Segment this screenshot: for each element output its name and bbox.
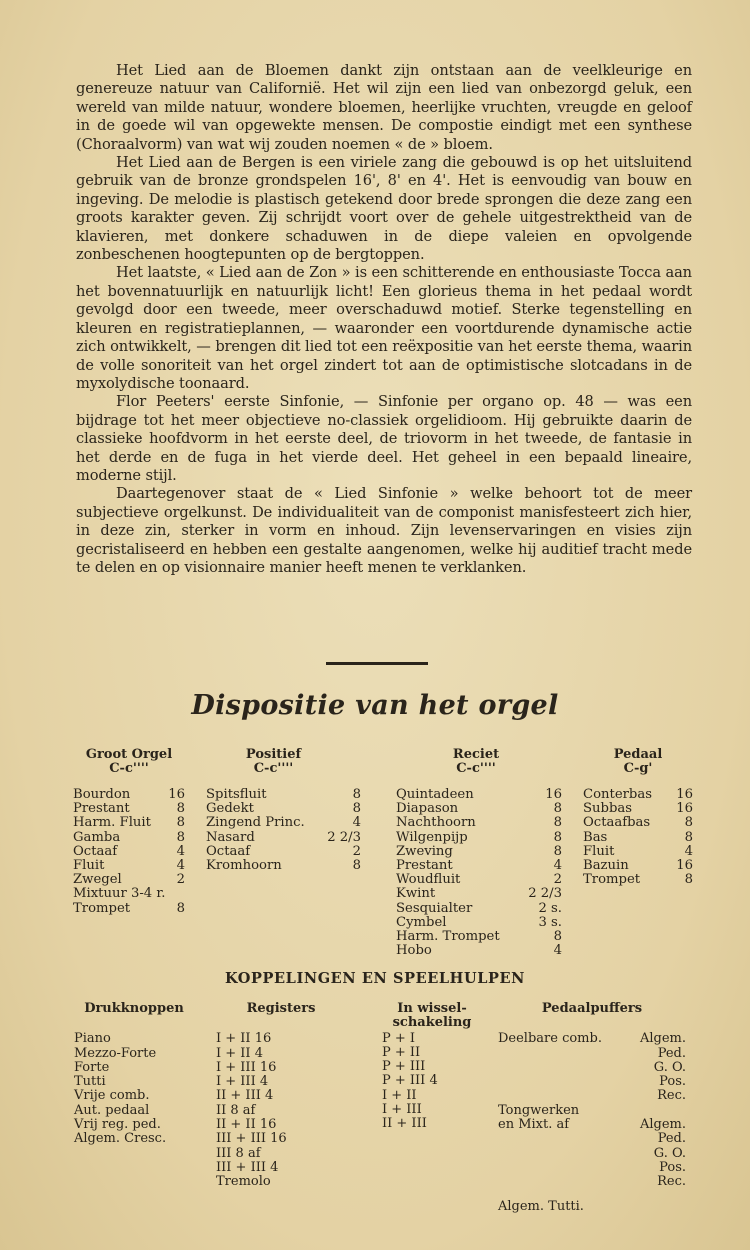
stop-row — [206, 859, 361, 873]
puffer-label: en Mixt. af — [498, 1117, 570, 1133]
stop-footage: 2 — [553, 872, 562, 888]
wissel-item: P + III 4 — [382, 1073, 438, 1089]
puffer-row — [498, 1147, 686, 1161]
stop-name: Bourdon — [73, 787, 131, 802]
manual-pedaal — [583, 748, 693, 887]
drukknoppen-header: Drukknoppen — [84, 1001, 184, 1016]
stop-footage: 8 — [553, 815, 562, 831]
stop-name: Kwint — [396, 886, 436, 902]
wisselschakeling-column — [382, 1002, 482, 1132]
stop-name: Zwegel — [73, 872, 122, 888]
stop-footage: 4 — [553, 943, 562, 959]
stop-row — [73, 887, 185, 901]
stop-name: Trompet — [583, 872, 641, 888]
drukknop-item: Vrije comb. — [74, 1088, 150, 1104]
stop-row — [396, 845, 562, 859]
drukknop-item: Forte — [74, 1059, 110, 1075]
paragraph-bloemen: Het Lied aan de Bloemen dankt zijn ontstaan aan de veelkleurige en genereuze natuur van Californië. Het wil zijn een lied van onbezorgd geluk, een wereld van milde natuur, wondere bloemen, heerlijke vruchten, vreugde en geloof in de goede wil van opgewekte mensen. De compostie eindigt met een synthese (Choraalvorm) van wat wij zouden noemen « de » bloem. — [76, 62, 692, 153]
puffer-row — [498, 1175, 686, 1189]
stop-row — [396, 930, 562, 944]
paragraph-lied-sinfonie: Daartegenover staat de « Lied Sinfonie » welke behoort tot de meer subjectieve orgelkunst. De individualiteit van de componist manisfesteert zich hier, in deze zin, sterker in vorm en inhoud. Zijn levenservaringen en visies zijn gecristaliseerd en hebben een gestalte aangenomen, welke hij auditief tracht mede te delen en op visionnaire manier heeft menen te verklanken. — [76, 485, 692, 576]
stop-row — [73, 902, 185, 916]
stop-name: Octaaf — [73, 843, 118, 859]
stop-name: Nachthoorn — [396, 815, 476, 831]
stop-name: Spitsfluit — [206, 787, 267, 802]
stop-name: Kromhoorn — [206, 858, 282, 874]
wissel-item: P + III — [382, 1059, 426, 1075]
stop-name: Diapason — [396, 801, 459, 817]
stop-name: Hobo — [396, 943, 432, 959]
puffer-label — [498, 1047, 658, 1061]
stop-row — [73, 845, 185, 859]
stop-footage: 2 — [176, 872, 185, 888]
wisselschakeling-header: In wissel-schakeling — [392, 1001, 472, 1030]
register-item: III + III 4 — [216, 1159, 279, 1175]
stop-row — [583, 816, 693, 830]
stop-row — [73, 816, 185, 830]
drukknop-item: Tutti — [74, 1074, 106, 1090]
manual-groot-orgel — [73, 748, 185, 916]
puffer-target: Pos. — [659, 1074, 686, 1090]
pedaalpuffers-header: Pedaalpuffers — [541, 1001, 643, 1016]
registers-column — [216, 1002, 346, 1190]
stop-row — [396, 944, 562, 958]
paragraph-zon: Het laatste, « Lied aan de Zon » is een schitterende en enthousiaste Tocca aan het bovennatuurlijk en natuurlijk licht! Een glorieus thema in het pedaal wordt gevolgd door een tweede, meer overschaduwd motief. Sterke tegenstelling en kleuren en registratieplannen, — waaronder een voortdurende dynamische actie zich ontwikkelt, — brengen dit lied tot een reëxpositie van het eerste thema, waarin de volle sonoriteit van het orgel zindert tot aan de optimistische slotcadans in de myxolydische toonaard. — [76, 264, 692, 392]
stop-row — [396, 887, 562, 901]
stop-row — [583, 859, 693, 873]
drukknop-item: Algem. Cresc. — [74, 1131, 167, 1147]
puffer-target: G. O. — [653, 1145, 686, 1161]
stop-name: Sesquialter — [396, 900, 473, 916]
paragraph-bergen: Het Lied aan de Bergen is een viriele zang die gebouwd is op het uitsluitend gebruik van de bronze grondspelen 16', 8' en 4'. Het is eenvoudig van bouw en ingeving. De melodie is plastisch getekend door brede sprongen die deze zang een groots karakter geven. Zij schrijdt voort over de gehele uitgestrektheid van de klavieren, met donkere schaduwen in de diepe valeien en opvolgende zonbeschenen hoogtepunten op de bergtoppen. — [76, 154, 692, 264]
puffer-row — [498, 1047, 686, 1061]
manual-range: C-c'''' — [253, 761, 294, 776]
stop-name: Bas — [583, 829, 608, 845]
stop-name: Fluit — [583, 843, 615, 859]
puffer-label — [498, 1132, 658, 1146]
register-item: III + III 16 — [216, 1131, 287, 1147]
registers-header: Registers — [246, 1001, 316, 1016]
stop-row — [583, 788, 693, 802]
puffer-label — [498, 1061, 654, 1075]
puffer-row — [498, 1161, 686, 1175]
stop-row — [206, 816, 361, 830]
puffer-label — [498, 1089, 657, 1103]
drukknop-item: Aut. pedaal — [74, 1102, 150, 1118]
manual-reciet — [396, 748, 562, 958]
pedaalpuffers-footer: Algem. Tutti. — [498, 1198, 584, 1214]
koppelingen-title: KOPPELINGEN EN SPEELHULPEN — [224, 970, 526, 987]
stop-name: Nasard — [206, 829, 255, 845]
puffer-target: Algem. — [639, 1117, 686, 1133]
puffer-row — [498, 1075, 686, 1089]
stop-row — [396, 902, 562, 916]
stop-footage: 8 — [352, 787, 361, 802]
puffer-label — [498, 1075, 659, 1089]
puffer-label: Tongwerken — [498, 1102, 580, 1118]
stop-name: Conterbas — [583, 787, 653, 802]
register-item: I + III 16 — [216, 1059, 277, 1075]
puffer-target: Ped. — [657, 1045, 686, 1061]
stop-footage: 8 — [352, 858, 361, 874]
stop-row — [396, 788, 562, 802]
register-item: I + II 16 — [216, 1031, 272, 1047]
stop-row — [396, 831, 562, 845]
stop-row — [73, 859, 185, 873]
stop-footage: 4 — [553, 858, 562, 874]
stop-footage: 8 — [176, 900, 185, 916]
wissel-item: I + II — [382, 1087, 417, 1103]
stop-footage: 2 — [352, 843, 361, 859]
stop-footage: 4 — [176, 858, 185, 874]
stop-footage: 16 — [676, 801, 693, 817]
stop-footage: 16 — [676, 787, 693, 802]
stop-row — [396, 859, 562, 873]
register-item: I + II 4 — [216, 1045, 263, 1061]
puffer-target: Ped. — [657, 1131, 686, 1147]
stop-footage: 2 s. — [538, 900, 562, 916]
register-item: II + II 16 — [216, 1117, 277, 1133]
manual-range: C-g' — [623, 761, 653, 776]
stop-name: Trompet — [73, 900, 131, 916]
puffer-target: Rec. — [657, 1174, 686, 1190]
puffer-row — [498, 1061, 686, 1075]
puffer-row — [498, 1104, 686, 1118]
stop-name: Wilgenpijp — [396, 829, 468, 845]
stop-row — [583, 802, 693, 816]
puffer-target: Algem. — [639, 1031, 686, 1047]
puffer-target: Pos. — [659, 1159, 686, 1175]
stop-footage: 8 — [553, 829, 562, 845]
wissel-item: II + III — [382, 1116, 427, 1132]
stop-row — [206, 802, 361, 816]
register-item: I + III 4 — [216, 1074, 269, 1090]
drukknop-item: Piano — [74, 1031, 111, 1047]
stop-footage: 2 2/3 — [327, 829, 361, 845]
wissel-item: I + III — [382, 1102, 422, 1118]
stop-footage: 16 — [168, 787, 185, 802]
stop-footage: 4 — [176, 843, 185, 859]
manual-range: C-c'''' — [456, 761, 496, 776]
stop-row — [396, 916, 562, 930]
puffer-target: Rec. — [657, 1088, 686, 1104]
stop-row — [73, 802, 185, 816]
manual-name: Groot Orgel — [85, 747, 173, 762]
stop-name: Cymbel — [396, 914, 447, 930]
puffer-label — [498, 1175, 657, 1189]
drukknop-item: Mezzo-Forte — [74, 1045, 157, 1061]
paragraph-eerste-sinfonie: Flor Peeters' eerste Sinfonie, — Sinfonie per organo op. 48 — was een bijdrage tot het meer objectieve no-classiek orgelidioom. Hij gebruikte daarin de classieke hoofdvorm in het eerste deel, de triovorm in het tweede, de fantasie in het derde en de fuga in het vierde deel. Het geheel in een bepaald lineaire, moderne stijl. — [76, 393, 692, 484]
stop-row — [396, 816, 562, 830]
drukknop-item: Vrij reg. ped. — [74, 1117, 161, 1133]
stop-footage: 8 — [176, 815, 185, 831]
stop-name: Quintadeen — [396, 787, 474, 802]
stop-row — [73, 873, 185, 887]
puffer-label — [498, 1147, 654, 1161]
stop-footage: 16 — [545, 787, 562, 802]
puffer-target: G. O. — [653, 1059, 686, 1075]
stop-row — [396, 802, 562, 816]
stop-name: Bazuin — [583, 858, 629, 874]
stop-footage: 16 — [676, 858, 693, 874]
puffer-row — [498, 1089, 686, 1103]
wissel-item: P + I — [382, 1030, 416, 1046]
puffer-row — [498, 1032, 686, 1046]
stop-row — [583, 831, 693, 845]
stop-name: Gamba — [73, 829, 121, 845]
register-item: III 8 af — [216, 1145, 261, 1161]
program-notes — [76, 62, 692, 577]
stop-row — [206, 831, 361, 845]
manual-name: Reciet — [452, 747, 500, 762]
puffer-label: Deelbare comb. — [498, 1031, 602, 1047]
manual-positief — [206, 748, 361, 873]
puffer-label — [498, 1161, 659, 1175]
manual-range: C-c'''' — [109, 761, 149, 776]
stop-footage: 8 — [352, 801, 361, 817]
stop-footage: 8 — [553, 929, 562, 945]
stop-name: Harm. Fluit — [73, 815, 151, 831]
manual-name: Positief — [245, 747, 302, 762]
manual-name: Pedaal — [613, 747, 663, 762]
register-item: Tremolo — [216, 1174, 271, 1190]
stop-row — [206, 845, 361, 859]
section-title: Dispositie van het orgel — [191, 690, 559, 721]
stop-footage: 4 — [684, 843, 693, 859]
stop-footage: 4 — [352, 815, 361, 831]
stop-name: Prestant — [73, 801, 130, 817]
wissel-item: P + II — [382, 1044, 421, 1060]
stop-name: Harm. Trompet — [396, 929, 500, 945]
stop-footage: 8 — [553, 843, 562, 859]
stop-footage: 8 — [684, 829, 693, 845]
stop-row — [396, 873, 562, 887]
stop-footage: 8 — [176, 829, 185, 845]
stop-name: Octaafbas — [583, 815, 651, 831]
stop-name: Mixtuur 3-4 r. — [73, 886, 166, 902]
stop-footage: 8 — [176, 801, 185, 817]
stop-name: Subbas — [583, 801, 633, 817]
stop-footage: 8 — [684, 872, 693, 888]
stop-row — [73, 788, 185, 802]
stop-footage: 8 — [553, 801, 562, 817]
stop-footage: 3 s. — [538, 914, 562, 930]
stop-name: Prestant — [396, 858, 453, 874]
divider-rule — [326, 662, 428, 665]
stop-name: Zweving — [396, 843, 453, 859]
stop-row — [73, 831, 185, 845]
puffer-row — [498, 1118, 686, 1132]
stop-row — [583, 873, 693, 887]
pedaalpuffers-column — [498, 1002, 686, 1214]
stop-footage: 8 — [684, 815, 693, 831]
stop-name: Gedekt — [206, 801, 254, 817]
stop-row — [206, 788, 361, 802]
stop-name: Fluit — [73, 858, 105, 874]
stop-name: Octaaf — [206, 843, 251, 859]
register-item: II 8 af — [216, 1102, 256, 1118]
stop-name: Woudfluit — [396, 872, 461, 888]
stop-row — [583, 845, 693, 859]
register-item: II + III 4 — [216, 1088, 274, 1104]
stop-name: Zingend Princ. — [206, 815, 305, 831]
stop-footage: 2 2/3 — [528, 886, 562, 902]
puffer-row — [498, 1132, 686, 1146]
drukknoppen-column — [74, 1002, 194, 1147]
